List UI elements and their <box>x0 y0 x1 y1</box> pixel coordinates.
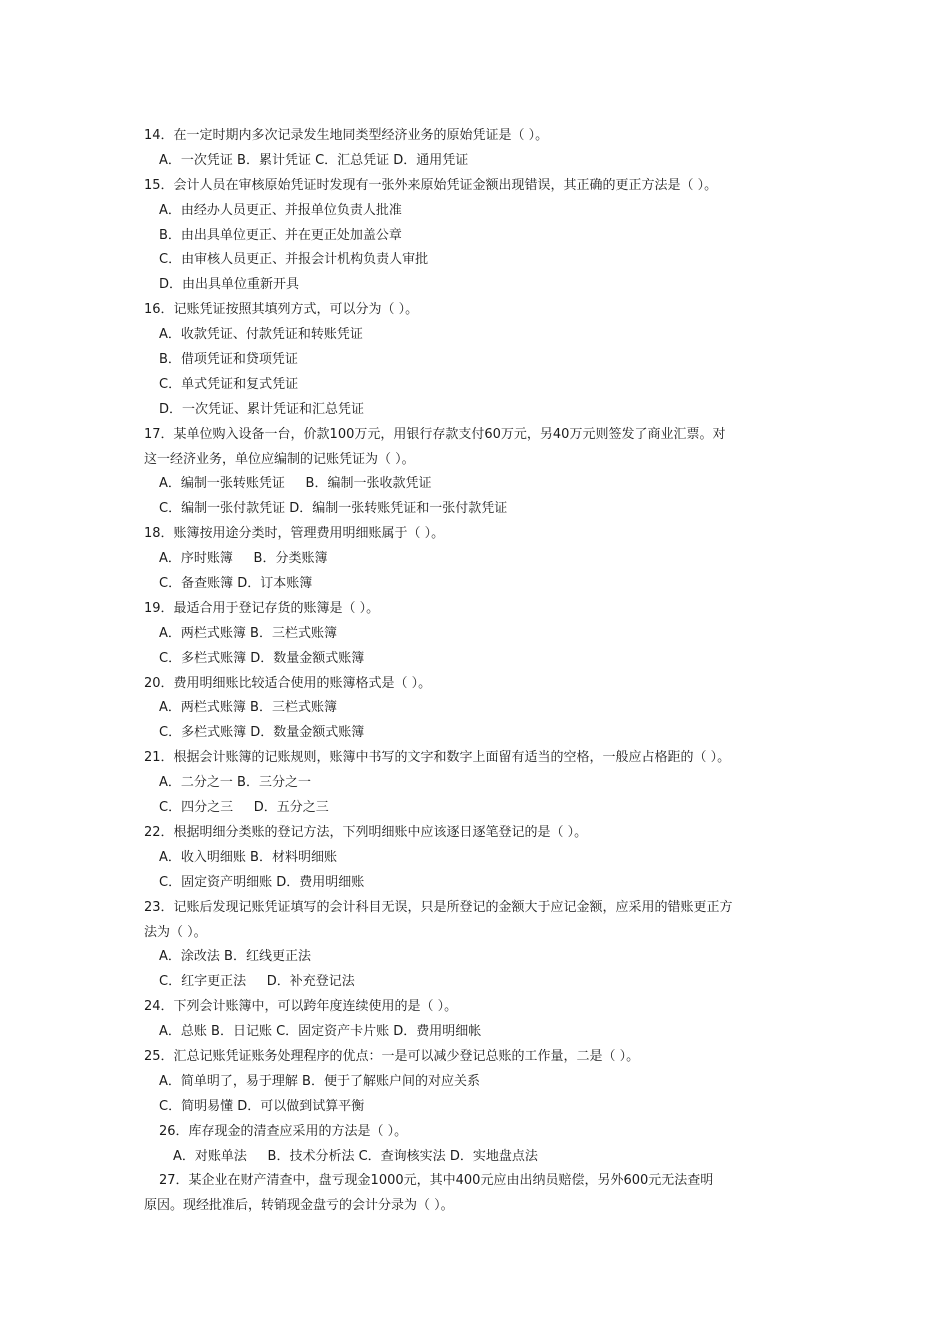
question-19-stem: 19．最适合用于登记存货的账簿是（ ）。 <box>144 600 380 616</box>
question-23-stem-line-1: 23．记账后发现记账凭证填写的会计科目无误，只是所登记的金额大于应记金额，应采用的错账更正方 <box>144 899 733 915</box>
question-24-options: A．总账 B．日记账 C．固定资产卡片账 D．费用明细帐 <box>159 1024 482 1040</box>
question-24-stem: 24．下列会计账簿中，可以跨年度连续使用的是（ ）。 <box>144 999 458 1015</box>
question-16-option-d: D．一次凭证、累计凭证和汇总凭证 <box>159 401 365 417</box>
question-26-options: A．对账单法 B．技术分析法 C．查询核实法 D．实地盘点法 <box>173 1148 538 1164</box>
question-25-options-ab: A．简单明了，易于理解 B．便于了解账户间的对应关系 <box>159 1073 480 1089</box>
question-22-options-cd: C．固定资产明细账 D．费用明细账 <box>159 874 365 890</box>
question-15-option-a: A．由经办人员更正、并报单位负责人批准 <box>159 202 402 218</box>
question-16-option-b: B．借项凭证和贷项凭证 <box>159 352 298 368</box>
question-20-options-ab: A．两栏式账簿 B．三栏式账簿 <box>159 700 337 716</box>
question-23-stem-line-2: 法为（ ）。 <box>144 924 207 940</box>
question-26-stem: 26．库存现金的清查应采用的方法是（ ）。 <box>159 1123 408 1139</box>
question-19-options-cd: C．多栏式账簿 D．数量金额式账簿 <box>159 650 365 666</box>
question-16-option-c: C．单式凭证和复式凭证 <box>159 376 299 392</box>
question-15-option-d: D．由出具单位重新开具 <box>159 277 300 293</box>
question-17-stem-line-2: 这一经济业务，单位应编制的记账凭证为（ ）。 <box>144 451 415 467</box>
question-16-option-a: A．收款凭证、付款凭证和转账凭证 <box>159 327 363 343</box>
question-27-stem-line-2: 原因。现经批准后，转销现金盘亏的会计分录为（ ）。 <box>144 1198 454 1214</box>
question-25-stem: 25．汇总记账凭证账务处理程序的优点：一是可以减少登记总账的工作量，二是（ ）。 <box>144 1048 640 1064</box>
question-17-options-cd: C．编制一张付款凭证 D．编制一张转账凭证和一张付款凭证 <box>159 501 508 517</box>
question-25-options-cd: C．简明易懂 D．可以做到试算平衡 <box>159 1098 365 1114</box>
question-23-options-ab: A．涂改法 B．红线更正法 <box>159 949 311 965</box>
question-22-stem: 22．根据明细分类账的登记方法，下列明细账中应该逐日逐笔登记的是（ ）。 <box>144 824 588 840</box>
question-27-stem-line-1: 27．某企业在财产清查中，盘亏现金1000元，其中400元应由出纳员赔偿，另外600元无法查明 <box>159 1173 714 1189</box>
question-16-stem: 16．记账凭证按照其填列方式，可以分为（ ）。 <box>144 302 419 318</box>
question-21-stem: 21．根据会计账簿的记账规则，账簿中书写的文字和数字上面留有适当的空格，一般应占格距的（ ）。 <box>144 750 731 766</box>
question-23-options-cd: C．红字更正法 D．补充登记法 <box>159 974 355 990</box>
question-20-options-cd: C．多栏式账簿 D．数量金额式账簿 <box>159 725 365 741</box>
question-18-options-ab: A．序时账簿 B．分类账簿 <box>159 551 328 567</box>
question-18-options-cd: C．备查账簿 D．订本账簿 <box>159 576 313 592</box>
question-21-options-ab: A．二分之一 B．三分之一 <box>159 775 311 791</box>
question-22-options-ab: A．收入明细账 B．材料明细账 <box>159 849 337 865</box>
question-17-options-ab: A．编制一张转账凭证 B．编制一张收款凭证 <box>159 476 432 492</box>
question-15-stem: 15．会计人员在审核原始凭证时发现有一张外来原始凭证金额出现错误，其正确的更正方法是（ ）。 <box>144 177 718 193</box>
question-15-option-c: C．由审核人员更正、并报会计机构负责人审批 <box>159 252 429 268</box>
question-list <box>144 124 810 1219</box>
question-15-option-b: B．由出具单位更正、并在更正处加盖公章 <box>159 227 402 243</box>
question-18-stem: 18．账簿按用途分类时，管理费用明细账属于（ ）。 <box>144 526 445 542</box>
question-20-stem: 20．费用明细账比较适合使用的账簿格式是（ ）。 <box>144 675 432 691</box>
question-17-stem-line-1: 17．某单位购入设备一台，价款100万元，用银行存款支付60万元，另40万元则签发了商业汇票。对 <box>144 426 726 442</box>
question-21-options-cd: C．四分之三 D．五分之三 <box>159 800 329 816</box>
question-14-stem: 14．在一定时期内多次记录发生地同类型经济业务的原始凭证是（ ）。 <box>144 128 549 143</box>
question-14-options: A．一次凭证 B．累计凭证 C．汇总凭证 D．通用凭证 <box>159 152 469 168</box>
question-19-options-ab: A．两栏式账簿 B．三栏式账簿 <box>159 625 337 641</box>
